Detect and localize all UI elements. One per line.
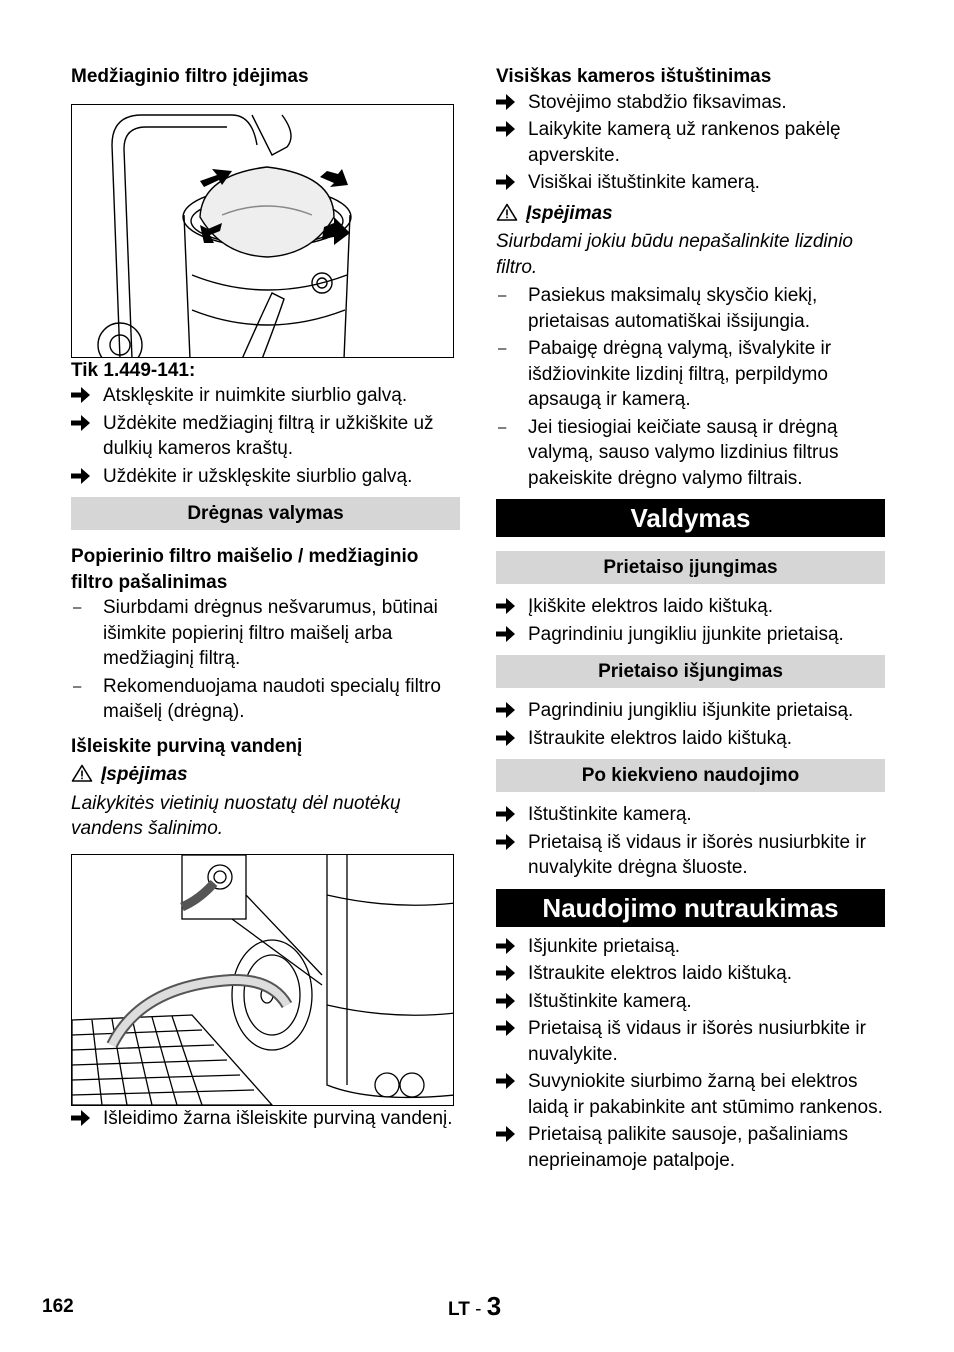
list-item: Pagrindiniu jungikliu įjunkite prietaisą.: [496, 622, 885, 648]
list-item: – Siurbdami drėgnus nešvarumus, būtinai išimkite popierinį filtro maišelį arba medžiaginį filtrą.: [73, 597, 438, 669]
heading-empty-container: Visiškas kameros ištuštinimas: [496, 66, 772, 87]
heading-fabric-filter-insert: Medžiaginio filtro įdėjimas: [71, 66, 309, 87]
band-turn-off: Prietaiso išjungimas: [496, 655, 885, 688]
language-code: LT: [448, 1299, 470, 1320]
arrow-right-icon: [496, 597, 516, 615]
steps-drain: [71, 1106, 460, 1132]
arrow-right-icon: [496, 937, 516, 955]
arrow-right-icon: [496, 729, 516, 747]
band-after-use: Po kiekvieno naudojimo: [496, 759, 885, 792]
list-item: Ištuštinkite kamerą.: [496, 802, 885, 828]
arrow-right-icon: [496, 992, 516, 1010]
arrow-right-icon: [496, 1072, 516, 1090]
arrow-right-icon: [496, 701, 516, 719]
arrow-right-icon: [71, 467, 91, 485]
steps-fabric-filter: [71, 383, 460, 489]
band-turn-on: Prietaiso įjungimas: [496, 551, 885, 584]
steps-after-use: [496, 802, 885, 881]
warning-triangle-icon: [496, 203, 518, 221]
warning-text: Laikykitės vietinių nuostatų dėl nuotėkų vandens šalinimo.: [71, 792, 401, 839]
list-item: Stovėjimo stabdžio fiksavimas.: [496, 90, 885, 116]
arrow-right-icon: [71, 1109, 91, 1127]
band-wet-cleaning: Drėgnas valymas: [71, 497, 460, 530]
list-item: Išleidimo žarna išleiskite purviną vandenį.: [71, 1106, 460, 1132]
page-number: 162: [42, 1296, 74, 1317]
list-item: – Jei tiesiogiai keičiate sausą ir drėgną valymą, sauso valymo lizdinius filtrus pakeiskite drėgno valymo filtrais.: [498, 416, 839, 489]
right-column: [496, 62, 885, 1173]
section-marker: [448, 1291, 502, 1323]
arrow-right-icon: [71, 414, 91, 432]
band-operation: Valdymas: [496, 499, 885, 537]
arrow-right-icon: [496, 805, 516, 823]
warning-triangle-icon: [71, 764, 93, 782]
list-item: Ištuštinkite kamerą.: [496, 989, 885, 1015]
arrow-right-icon: [496, 1125, 516, 1143]
figure-drain-hose: [71, 854, 454, 1106]
arrow-right-icon: [496, 93, 516, 111]
arrow-right-icon: [71, 386, 91, 404]
list-item: Visiškai ištuštinkite kamerą.: [496, 170, 885, 196]
list-item: Laikykite kamerą už rankenos pakėlę apverskite.: [496, 117, 885, 168]
steps-turn-on: [496, 594, 885, 647]
note-model: Tik 1.449-141:: [71, 359, 196, 381]
arrow-right-icon: [496, 964, 516, 982]
list-item: Suvyniokite siurbimo žarną bei elektros laidą ir pakabinkite ant stūmimo rankenos.: [496, 1069, 885, 1120]
left-column: [71, 62, 460, 1131]
list-item: Uždėkite ir užsklęskite siurblio galvą.: [71, 464, 460, 490]
list-item: – Pabaigę drėgną valymą, išvalykite ir išdžiovinkite lizdinį filtrą, perpildymo apsaugą ir kamerą.: [498, 338, 832, 410]
warning-heading: Įspėjimas: [496, 201, 885, 227]
arrow-right-icon: [496, 120, 516, 138]
arrow-right-icon: [496, 833, 516, 851]
list-item: – Rekomenduojama naudoti specialų filtro maišelį (drėgną).: [73, 675, 441, 722]
list-item: Išjunkite prietaisą.: [496, 934, 885, 960]
section-number: 3: [486, 1291, 502, 1321]
steps-empty-container: [496, 90, 885, 196]
list-item: Pagrindiniu jungikliu išjunkite prietaisą.: [496, 698, 885, 724]
figure-fabric-filter: [71, 104, 454, 358]
steps-turn-off: [496, 698, 885, 751]
dash-list-notes: [496, 283, 885, 491]
warning-heading: Įspėjimas: [71, 762, 460, 788]
list-item: Atsklęskite ir nuimkite siurblio galvą.: [71, 383, 460, 409]
arrow-right-icon: [496, 173, 516, 191]
heading-paper-filter-removal: Popierinio filtro maišelio / medžiaginio filtro pašalinimas: [71, 546, 419, 593]
steps-decommissioning: [496, 934, 885, 1174]
dash-list-wet: [71, 595, 460, 725]
arrow-right-icon: [496, 1019, 516, 1037]
list-item: Prietaisą iš vidaus ir išorės nusiurbkite ir nuvalykite.: [496, 1016, 885, 1067]
list-item: Uždėkite medžiaginį filtrą ir užkiškite už dulkių kameros kraštų.: [71, 411, 460, 462]
arrow-right-icon: [496, 625, 516, 643]
list-item: – Pasiekus maksimalų skysčio kiekį, prietaisas automatiškai išsijungia.: [498, 285, 818, 332]
list-item: Prietaisą palikite sausoje, pašaliniams neprieinamoje patalpoje.: [496, 1122, 885, 1173]
list-item: Ištraukite elektros laido kištuką.: [496, 726, 885, 752]
list-item: Prietaisą iš vidaus ir išorės nusiurbkite ir nuvalykite drėgna šluoste.: [496, 830, 885, 881]
list-item: Ištraukite elektros laido kištuką.: [496, 961, 885, 987]
band-decommissioning: Naudojimo nutraukimas: [496, 889, 885, 927]
list-item: Įkiškite elektros laido kištuką.: [496, 594, 885, 620]
section-separator: -: [475, 1299, 482, 1320]
warning-text: Siurbdami jokiu būdu nepašalinkite lizdinio filtro.: [496, 231, 853, 278]
heading-drain-water: Išleiskite purviną vandenį: [71, 735, 303, 757]
